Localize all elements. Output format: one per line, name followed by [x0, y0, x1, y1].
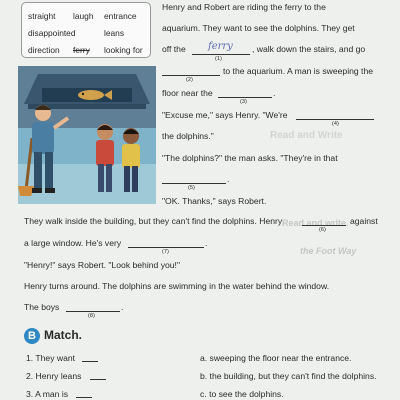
- punctuation: .: [121, 302, 124, 312]
- blank-8[interactable]: [66, 311, 120, 312]
- match-blank[interactable]: [76, 397, 92, 398]
- word-bank-item: laugh: [73, 11, 94, 21]
- match-left-item: 1. They want: [26, 353, 76, 363]
- match-right-item: c. to see the dolphins.: [200, 389, 284, 399]
- blank-number: (1): [215, 56, 222, 62]
- story-illustration: [18, 66, 156, 204]
- story-line: , walk down the stairs, and go: [252, 44, 366, 54]
- story-line: aquarium. They want to see the dolphins. They get: [162, 23, 355, 33]
- blank-1[interactable]: [192, 54, 250, 55]
- story-line: Henry turns around. The dolphins are swimming in the water behind the window.: [24, 281, 330, 291]
- blank-number: (4): [332, 121, 339, 127]
- match-blank[interactable]: [90, 379, 106, 380]
- word-bank: [21, 2, 151, 58]
- blank-5[interactable]: [162, 183, 226, 184]
- handwritten-answer: ferry: [208, 41, 233, 52]
- blank-2[interactable]: [162, 75, 220, 76]
- match-blank[interactable]: [82, 361, 98, 362]
- story-line: the dolphins.": [162, 131, 214, 141]
- show-through-text: the Foot Way: [300, 246, 357, 256]
- match-right-item: a. sweeping the floor near the entrance.: [200, 353, 352, 363]
- story-line: "Henry!" says Robert. "Look behind you!": [24, 260, 180, 270]
- blank-number: (6): [319, 227, 326, 233]
- match-left-item: 2. Henry leans: [26, 371, 82, 381]
- story-line: They walk inside the building, but they can't find the dolphins. Henry: [24, 216, 283, 226]
- story-line: Henry and Robert are riding the ferry to the: [162, 2, 326, 12]
- word-bank-item: entrance: [104, 11, 137, 21]
- blank-number: (8): [88, 313, 95, 319]
- story-line: off the: [162, 44, 186, 54]
- blank-6[interactable]: [302, 225, 346, 226]
- match-right-item: b. the building, but they can't find the dolphins.: [200, 371, 377, 381]
- word-bank-item: leans: [104, 28, 125, 38]
- blank-number: (2): [186, 77, 193, 83]
- blank-number: (7): [162, 249, 169, 255]
- punctuation: .: [227, 174, 230, 184]
- story-line: "The dolphins?" the man asks. "They're in that: [162, 153, 338, 163]
- show-through-text: Read and Write: [270, 130, 343, 141]
- story-line: "Excuse me," says Henry. "We're: [162, 110, 288, 120]
- word-bank-item: disappointed: [28, 28, 76, 38]
- punctuation: .: [273, 88, 276, 98]
- blank-3[interactable]: [218, 97, 272, 98]
- blank-4[interactable]: [296, 119, 374, 120]
- word-bank-item-crossed: ferry: [73, 45, 90, 55]
- story-line: "OK. Thanks," says Robert.: [162, 196, 267, 206]
- story-line: against: [350, 216, 378, 226]
- show-through-text: Read and write.: [282, 218, 349, 228]
- story-line: to the aquarium. A man is sweeping the: [223, 66, 374, 76]
- word-bank-item: straight: [28, 11, 56, 21]
- section-badge: B: [24, 328, 40, 344]
- word-bank-item: looking for: [104, 45, 143, 55]
- blank-number: (3): [240, 99, 247, 105]
- section-title: Match.: [44, 328, 83, 342]
- blank-7[interactable]: [128, 247, 204, 248]
- story-line: floor near the: [162, 88, 213, 98]
- word-bank-item: direction: [28, 45, 60, 55]
- blank-number: (5): [188, 185, 195, 191]
- punctuation: .: [205, 238, 208, 248]
- story-line: a large window. He's very: [24, 238, 122, 248]
- match-left-item: 3. A man is: [26, 389, 69, 399]
- story-line: The boys: [24, 302, 60, 312]
